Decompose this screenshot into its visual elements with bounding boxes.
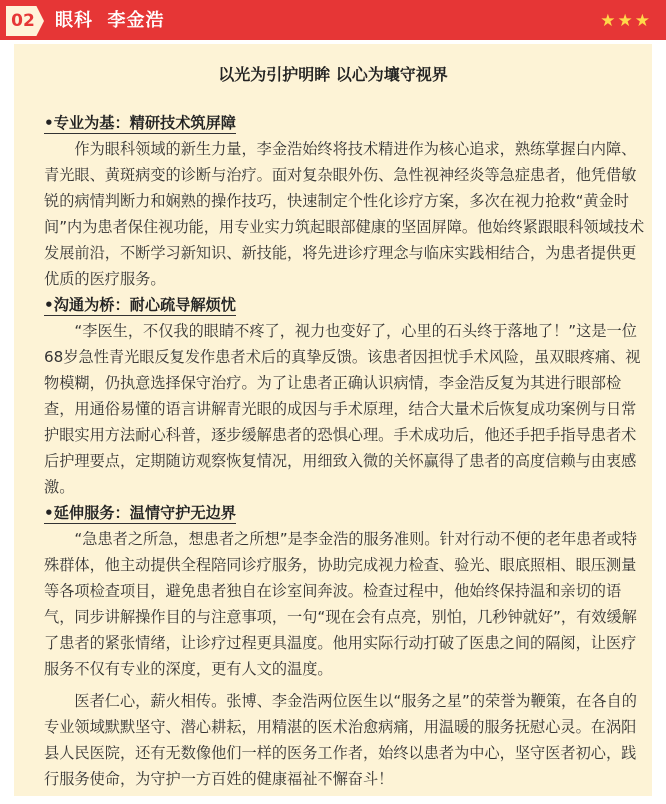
content-panel [14, 44, 652, 796]
section-title: 眼科 李金浩 [55, 10, 165, 31]
paragraph-expertise: 作为眼科领域的新生力量，李金浩始终将技术精进作为核心追求，熟练掌握白内障、青光眼、黄斑病变的诊断与治疗。面对复杂眼外伤、急性视神经炎等急症患者，他凭借敏锐的病情判断力和娴熟的操作技巧，快速制定个性化诊疗方案，多次在视力抢救“黄金时间”内为患者保住视功能，用专业实力筑起眼部健康的坚固屏障。他始终紧跟眼科领域技术发展前沿，不断学习新知识、新技能，将先进诊疗理念与临床实践相结合，为患者提供更优质的医疗服务。 [44, 140, 645, 288]
star-icons: ★★★ [600, 11, 652, 31]
section-heading-service: •延伸服务：温情守护无边界 [44, 504, 236, 522]
section-header [0, 0, 666, 40]
section-heading-expertise: •专业为基：精研技术筑屏障 [44, 114, 236, 132]
article-subtitle: 以光为引护明眸 以心为壤守视界 [218, 65, 448, 84]
paragraph-service: “急患者之所急，想患者之所想”是李金浩的服务准则。针对行动不便的老年患者或特殊群体，他主动提供全程陪同诊疗服务，协助完成视力检查、验光、眼底照相、眼压测量等各项检查项目，避免患者独自在诊室间奔波。检查过程中，他始终保持温和亲切的语气，同步讲解操作目的与注意事项，一句“现在会有点亮，别怕，几秒钟就好”，有效缓解了患者的紧张情绪，让诊疗过程更具温度。他用实际行动打破了医患之间的隔阂，让医疗服务不仅有专业的深度，更有人文的温度。 [44, 530, 637, 678]
article-body [44, 110, 648, 792]
paragraph-communication: “李医生，不仅我的眼睛不疼了，视力也变好了，心里的石头终于落地了！”这是一位68岁急性青光眼反复发作患者术后的真挚反馈。该患者因担忧手术风险，虽双眼疼痛、视物模糊，仍执意选择保守治疗。为了让患者正确认识病情，李金浩反复为其进行眼部检查，用通俗易懂的语言讲解青光眼的成因与手术原理，结合大量术后恢复成功案例与日常护眼实用方法耐心科普，逐步缓解患者的恐惧心理。手术成功后，他还手把手指导患者术后护理要点，定期随访观察恢复情况，用细致入微的关怀赢得了患者的高度信赖与由衷感激。 [44, 322, 641, 496]
section-number: 02 [11, 11, 35, 31]
section-heading-communication: •沟通为桥：耐心疏导解烦忧 [44, 296, 236, 314]
paragraph-closing: 医者仁心，薪火相传。张博、李金浩两位医生以“服务之星”的荣誉为鞭策，在各自的专业领域默默坚守、潜心耕耘，用精湛的医术治愈病痛，用温暖的服务抚慰心灵。在涡阳县人民医院，还有无数像他们一样的医务工作者，始终以患者为中心，坚守医者初心，践行服务使命，为守护一方百姓的健康福祉不懈奋斗！ [44, 692, 637, 788]
